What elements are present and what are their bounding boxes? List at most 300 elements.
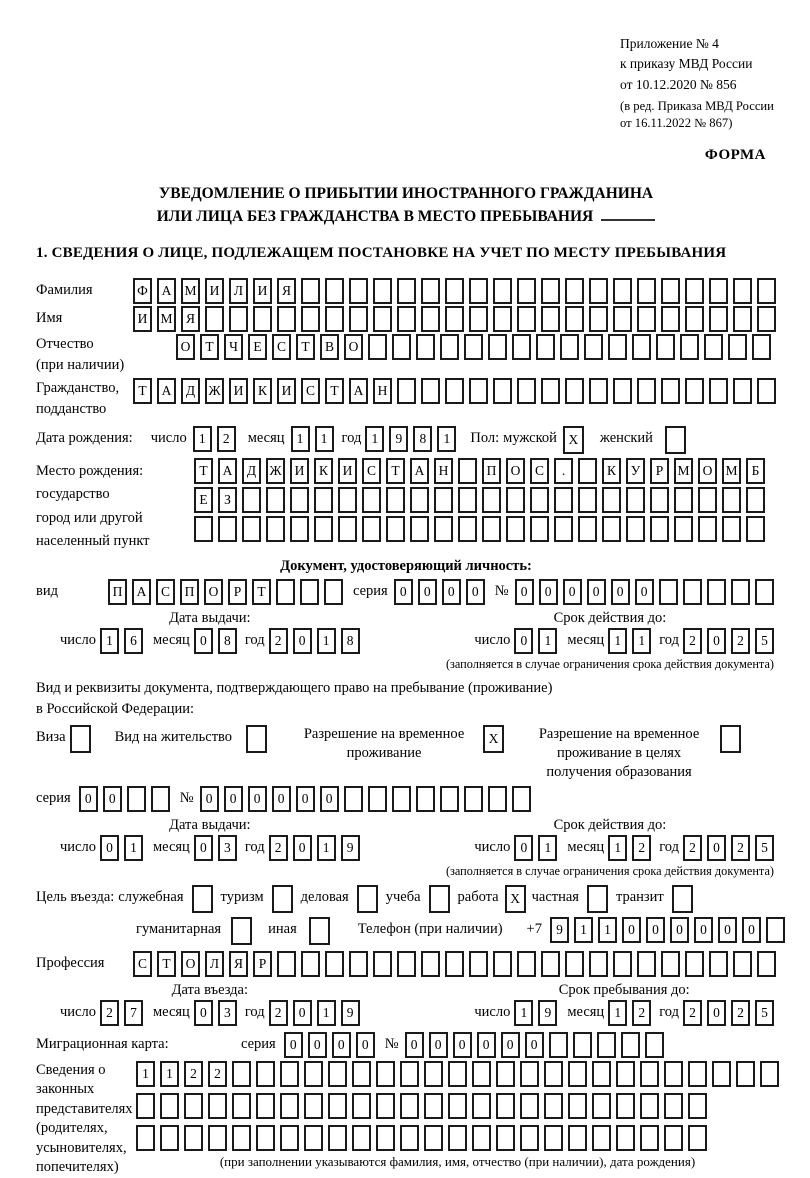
char-cell[interactable] [541,951,560,977]
char-cell[interactable] [232,1125,251,1151]
char-cell[interactable] [709,378,728,404]
char-cell[interactable] [760,1061,779,1087]
char-cell[interactable] [421,951,440,977]
char-cell[interactable] [160,1093,179,1119]
char-cell[interactable] [314,516,333,542]
char-cell[interactable]: 0 [501,1032,520,1058]
char-cell[interactable]: 0 [293,835,312,861]
char-cell[interactable]: С [272,334,291,360]
char-cell[interactable] [578,516,597,542]
char-cell[interactable]: 0 [707,1000,726,1026]
char-cell[interactable] [328,1061,347,1087]
char-cell[interactable] [565,306,584,332]
char-cell[interactable]: 2 [184,1061,203,1087]
char-cell[interactable]: 1 [315,426,334,452]
char-cell[interactable]: 0 [670,917,689,943]
char-cell[interactable] [757,278,776,304]
char-cell[interactable]: Н [434,458,453,484]
char-cell[interactable] [458,458,477,484]
char-cell[interactable] [373,306,392,332]
char-cell[interactable]: 0 [394,579,413,605]
char-cell[interactable] [493,278,512,304]
char-cell[interactable]: М [674,458,693,484]
char-cell[interactable]: 2 [632,835,651,861]
char-cell[interactable]: 1 [317,628,336,654]
char-cell[interactable] [280,1093,299,1119]
char-cell[interactable] [325,951,344,977]
char-cell[interactable]: 0 [103,786,122,812]
char-cell[interactable] [416,334,435,360]
char-cell[interactable] [709,278,728,304]
char-cell[interactable] [664,1093,683,1119]
char-cell[interactable] [541,306,560,332]
char-cell[interactable]: З [218,487,237,513]
char-cell[interactable] [392,786,411,812]
char-cell[interactable] [568,1125,587,1151]
char-cell[interactable] [277,951,296,977]
char-cell[interactable] [637,378,656,404]
char-cell[interactable] [746,516,765,542]
char-cell[interactable]: С [133,951,152,977]
char-cell[interactable]: 8 [341,628,360,654]
char-cell[interactable]: 1 [538,628,557,654]
char-cell[interactable]: О [344,334,363,360]
char-cell[interactable]: 1 [608,628,627,654]
char-cell[interactable]: А [157,278,176,304]
char-cell[interactable] [184,1125,203,1151]
char-cell[interactable] [602,516,621,542]
char-cell[interactable]: 2 [731,1000,750,1026]
char-cell[interactable]: 0 [320,786,339,812]
char-cell[interactable] [421,278,440,304]
char-cell[interactable] [448,1093,467,1119]
char-cell[interactable] [464,786,483,812]
char-cell[interactable] [304,1125,323,1151]
char-cell[interactable]: 0 [224,786,243,812]
char-cell[interactable] [661,306,680,332]
char-cell[interactable] [445,306,464,332]
char-cell[interactable] [698,516,717,542]
char-cell[interactable] [520,1093,539,1119]
char-cell[interactable]: И [277,378,296,404]
char-cell[interactable]: Т [296,334,315,360]
char-cell[interactable]: 9 [389,426,408,452]
char-cell[interactable] [650,516,669,542]
char-cell[interactable] [301,278,320,304]
char-cell[interactable] [421,306,440,332]
char-cell[interactable] [722,487,741,513]
char-cell[interactable] [592,1061,611,1087]
char-cell[interactable] [637,306,656,332]
char-cell[interactable]: Ж [266,458,285,484]
char-cell[interactable] [616,1125,635,1151]
char-cell[interactable] [560,334,579,360]
char-cell[interactable] [685,951,704,977]
char-cell[interactable] [512,334,531,360]
char-cell[interactable] [344,786,363,812]
char-cell[interactable] [304,1093,323,1119]
char-cell[interactable] [568,1093,587,1119]
char-cell[interactable]: 0 [718,917,737,943]
char-cell[interactable] [640,1093,659,1119]
char-cell[interactable]: 1 [514,1000,533,1026]
char-cell[interactable] [493,378,512,404]
char-cell[interactable]: Р [650,458,669,484]
char-cell[interactable] [613,278,632,304]
char-cell[interactable] [637,278,656,304]
char-cell[interactable] [493,306,512,332]
char-cell[interactable]: Б [746,458,765,484]
char-cell[interactable] [488,334,507,360]
char-cell[interactable]: 1 [608,835,627,861]
char-cell[interactable] [685,306,704,332]
char-cell[interactable] [536,334,555,360]
char-cell[interactable]: 0 [194,628,213,654]
char-cell[interactable]: 1 [136,1061,155,1087]
char-cell[interactable] [496,1125,515,1151]
char-cell[interactable] [589,278,608,304]
char-cell[interactable]: У [626,458,645,484]
char-cell[interactable] [304,1061,323,1087]
char-cell[interactable] [362,487,381,513]
char-cell[interactable]: С [156,579,175,605]
char-cell[interactable]: Я [277,278,296,304]
char-cell[interactable] [325,306,344,332]
char-cell[interactable] [397,378,416,404]
char-cell[interactable] [184,1093,203,1119]
char-cell[interactable] [728,334,747,360]
char-cell[interactable] [549,1032,568,1058]
char-cell[interactable] [127,786,146,812]
char-cell[interactable]: П [180,579,199,605]
char-cell[interactable] [517,278,536,304]
char-cell[interactable] [520,1125,539,1151]
char-cell[interactable] [328,1093,347,1119]
char-cell[interactable] [253,306,272,332]
char-cell[interactable]: Т [194,458,213,484]
char-cell[interactable] [309,917,330,945]
char-cell[interactable] [242,516,261,542]
char-cell[interactable]: С [362,458,381,484]
char-cell[interactable]: Ч [224,334,243,360]
char-cell[interactable] [290,487,309,513]
char-cell[interactable] [368,334,387,360]
char-cell[interactable]: О [176,334,195,360]
char-cell[interactable] [232,1061,251,1087]
char-cell[interactable] [664,1125,683,1151]
char-cell[interactable] [592,1125,611,1151]
char-cell[interactable] [194,516,213,542]
char-cell[interactable] [376,1061,395,1087]
char-cell[interactable] [397,278,416,304]
char-cell[interactable] [424,1093,443,1119]
char-cell[interactable]: М [181,278,200,304]
char-cell[interactable] [554,516,573,542]
char-cell[interactable] [357,885,378,913]
char-cell[interactable] [410,516,429,542]
char-cell[interactable] [512,786,531,812]
char-cell[interactable]: 0 [635,579,654,605]
char-cell[interactable] [410,487,429,513]
char-cell[interactable]: П [108,579,127,605]
char-cell[interactable] [151,786,170,812]
char-cell[interactable] [568,1061,587,1087]
char-cell[interactable] [589,951,608,977]
char-cell[interactable] [664,1061,683,1087]
char-cell[interactable] [626,516,645,542]
char-cell[interactable] [290,516,309,542]
char-cell[interactable] [707,579,726,605]
char-cell[interactable] [472,1061,491,1087]
char-cell[interactable] [661,951,680,977]
char-cell[interactable]: 0 [477,1032,496,1058]
char-cell[interactable] [589,378,608,404]
char-cell[interactable]: Т [252,579,271,605]
char-cell[interactable]: 5 [755,1000,774,1026]
char-cell[interactable] [424,1061,443,1087]
char-cell[interactable] [645,1032,664,1058]
char-cell[interactable] [482,516,501,542]
char-cell[interactable]: В [320,334,339,360]
char-cell[interactable] [578,458,597,484]
char-cell[interactable]: 0 [514,628,533,654]
char-cell[interactable] [712,1061,731,1087]
char-cell[interactable]: И [205,278,224,304]
char-cell[interactable] [632,334,651,360]
char-cell[interactable] [674,487,693,513]
char-cell[interactable] [608,334,627,360]
char-cell[interactable] [70,725,91,753]
char-cell[interactable]: Т [325,378,344,404]
char-cell[interactable] [301,951,320,977]
char-cell[interactable] [429,885,450,913]
char-cell[interactable] [386,516,405,542]
char-cell[interactable] [469,951,488,977]
char-cell[interactable] [373,278,392,304]
char-cell[interactable]: А [349,378,368,404]
char-cell[interactable]: Я [229,951,248,977]
char-cell[interactable]: 0 [694,917,713,943]
char-cell[interactable] [277,306,296,332]
char-cell[interactable] [709,951,728,977]
char-cell[interactable] [445,378,464,404]
char-cell[interactable] [626,487,645,513]
char-cell[interactable]: Ф [133,278,152,304]
char-cell[interactable] [661,278,680,304]
char-cell[interactable]: 9 [538,1000,557,1026]
char-cell[interactable]: А [410,458,429,484]
char-cell[interactable]: 0 [525,1032,544,1058]
char-cell[interactable]: 0 [466,579,485,605]
char-cell[interactable] [506,487,525,513]
char-cell[interactable] [362,516,381,542]
char-cell[interactable] [616,1061,635,1087]
char-cell[interactable] [300,579,319,605]
char-cell[interactable]: А [132,579,151,605]
char-cell[interactable]: Т [386,458,405,484]
char-cell[interactable]: 2 [217,426,236,452]
char-cell[interactable] [205,306,224,332]
char-cell[interactable]: 1 [160,1061,179,1087]
char-cell[interactable]: А [157,378,176,404]
char-cell[interactable]: Т [133,378,152,404]
char-cell[interactable]: М [722,458,741,484]
char-cell[interactable]: 0 [646,917,665,943]
char-cell[interactable]: 0 [442,579,461,605]
char-cell[interactable]: 2 [683,628,702,654]
char-cell[interactable] [424,1125,443,1151]
char-cell[interactable] [736,1061,755,1087]
char-cell[interactable]: 0 [418,579,437,605]
char-cell[interactable] [650,487,669,513]
char-cell[interactable] [440,786,459,812]
char-cell[interactable]: 1 [608,1000,627,1026]
char-cell[interactable]: 0 [248,786,267,812]
char-cell[interactable]: 1 [291,426,310,452]
char-cell[interactable] [541,278,560,304]
char-cell[interactable]: 2 [269,835,288,861]
char-cell[interactable]: X [505,885,526,913]
char-cell[interactable]: И [338,458,357,484]
char-cell[interactable]: С [530,458,549,484]
char-cell[interactable]: 0 [79,786,98,812]
char-cell[interactable] [685,278,704,304]
char-cell[interactable] [640,1125,659,1151]
char-cell[interactable] [565,278,584,304]
char-cell[interactable] [458,516,477,542]
char-cell[interactable] [397,306,416,332]
char-cell[interactable] [488,786,507,812]
char-cell[interactable]: 0 [356,1032,375,1058]
char-cell[interactable] [458,487,477,513]
char-cell[interactable] [232,1093,251,1119]
char-cell[interactable] [256,1125,275,1151]
char-cell[interactable] [352,1061,371,1087]
char-cell[interactable] [640,1061,659,1087]
char-cell[interactable] [472,1093,491,1119]
char-cell[interactable]: К [314,458,333,484]
char-cell[interactable]: М [157,306,176,332]
char-cell[interactable]: 2 [683,1000,702,1026]
char-cell[interactable] [565,951,584,977]
char-cell[interactable] [602,487,621,513]
char-cell[interactable]: 0 [332,1032,351,1058]
char-cell[interactable] [597,1032,616,1058]
char-cell[interactable] [266,487,285,513]
char-cell[interactable]: Д [181,378,200,404]
char-cell[interactable]: Л [229,278,248,304]
char-cell[interactable] [338,487,357,513]
char-cell[interactable]: 0 [587,579,606,605]
char-cell[interactable]: Ж [205,378,224,404]
char-cell[interactable] [352,1125,371,1151]
char-cell[interactable]: 1 [317,835,336,861]
char-cell[interactable]: 0 [293,1000,312,1026]
char-cell[interactable]: 5 [755,835,774,861]
char-cell[interactable] [136,1125,155,1151]
char-cell[interactable] [752,334,771,360]
char-cell[interactable] [685,378,704,404]
char-cell[interactable] [400,1093,419,1119]
char-cell[interactable] [160,1125,179,1151]
char-cell[interactable]: 2 [269,628,288,654]
char-cell[interactable]: Е [248,334,267,360]
char-cell[interactable]: 7 [124,1000,143,1026]
char-cell[interactable]: А [218,458,237,484]
char-cell[interactable]: 0 [453,1032,472,1058]
char-cell[interactable] [661,378,680,404]
char-cell[interactable]: X [483,725,504,753]
char-cell[interactable]: 0 [611,579,630,605]
char-cell[interactable]: 0 [272,786,291,812]
char-cell[interactable] [208,1093,227,1119]
char-cell[interactable] [613,378,632,404]
char-cell[interactable]: 2 [731,835,750,861]
char-cell[interactable] [722,516,741,542]
char-cell[interactable] [421,378,440,404]
char-cell[interactable] [683,579,702,605]
char-cell[interactable]: 0 [296,786,315,812]
char-cell[interactable] [592,1093,611,1119]
char-cell[interactable] [434,487,453,513]
char-cell[interactable] [218,516,237,542]
char-cell[interactable]: Я [181,306,200,332]
char-cell[interactable] [637,951,656,977]
char-cell[interactable] [613,306,632,332]
char-cell[interactable] [517,951,536,977]
char-cell[interactable]: К [602,458,621,484]
char-cell[interactable]: 3 [218,835,237,861]
char-cell[interactable]: 0 [308,1032,327,1058]
char-cell[interactable] [688,1061,707,1087]
char-cell[interactable]: 6 [124,628,143,654]
char-cell[interactable]: 9 [341,835,360,861]
char-cell[interactable] [720,725,741,753]
char-cell[interactable]: Е [194,487,213,513]
char-cell[interactable] [755,579,774,605]
char-cell[interactable] [565,378,584,404]
char-cell[interactable]: Л [205,951,224,977]
char-cell[interactable]: 0 [742,917,761,943]
char-cell[interactable] [704,334,723,360]
char-cell[interactable] [659,579,678,605]
char-cell[interactable] [266,516,285,542]
char-cell[interactable]: 1 [193,426,212,452]
char-cell[interactable]: 1 [100,628,119,654]
char-cell[interactable] [301,306,320,332]
char-cell[interactable] [688,1125,707,1151]
char-cell[interactable]: 0 [200,786,219,812]
char-cell[interactable]: 1 [317,1000,336,1026]
char-cell[interactable]: X [563,426,584,454]
char-cell[interactable] [520,1061,539,1087]
char-cell[interactable] [192,885,213,913]
char-cell[interactable] [400,1125,419,1151]
char-cell[interactable] [733,378,752,404]
char-cell[interactable]: 2 [269,1000,288,1026]
char-cell[interactable] [496,1061,515,1087]
char-cell[interactable] [469,278,488,304]
char-cell[interactable]: 1 [124,835,143,861]
char-cell[interactable] [530,487,549,513]
char-cell[interactable] [530,516,549,542]
char-cell[interactable] [280,1125,299,1151]
char-cell[interactable] [573,1032,592,1058]
char-cell[interactable]: 8 [218,628,237,654]
char-cell[interactable]: 5 [755,628,774,654]
char-cell[interactable] [469,306,488,332]
char-cell[interactable] [698,487,717,513]
